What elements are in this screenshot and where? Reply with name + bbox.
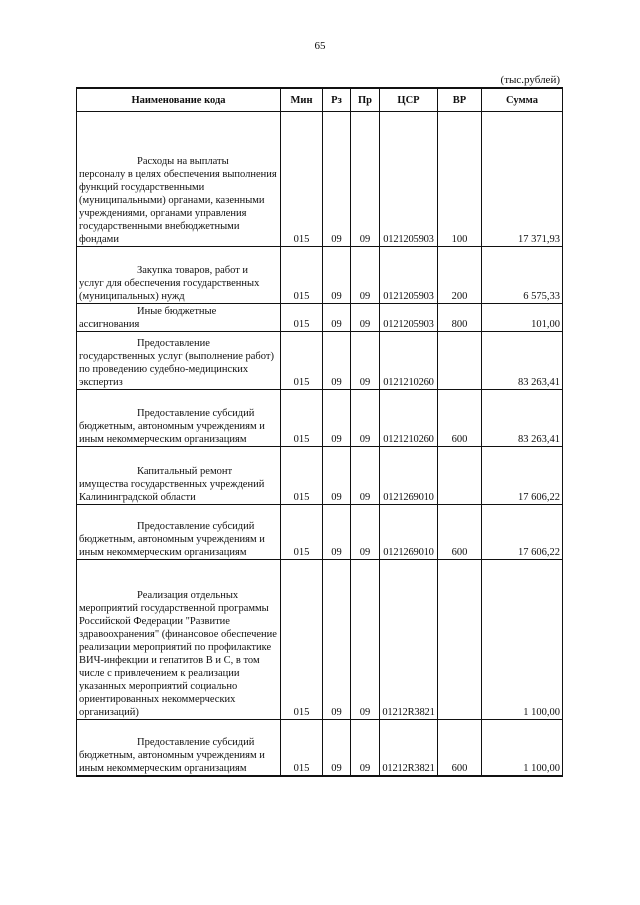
name-rest: бюджетным, автономным учреждениям и иным некоммерческим организациям <box>79 749 265 774</box>
table-header-row <box>77 88 563 112</box>
table-row <box>77 560 563 720</box>
cell-sum: 17 371,93 <box>482 112 563 247</box>
page-number: 65 <box>314 40 326 52</box>
table-row <box>77 112 563 247</box>
header-csr: ЦСР <box>380 88 438 112</box>
cell-sum: 17 606,22 <box>482 447 563 505</box>
cell-csr: 0121205903 <box>380 247 438 304</box>
header-min: Мин <box>281 88 323 112</box>
cell-rz: 09 <box>323 720 351 776</box>
cell-pr: 09 <box>351 505 380 560</box>
cell-pr: 09 <box>351 332 380 390</box>
cell-rz: 09 <box>323 390 351 447</box>
cell-pr: 09 <box>351 304 380 332</box>
cell-rz: 09 <box>323 247 351 304</box>
table-row <box>77 332 563 390</box>
name-lead: Предоставление <box>137 338 210 349</box>
cell-vr: 600 <box>438 390 482 447</box>
header-pr: Пр <box>351 88 380 112</box>
header-name: Наименование кода <box>77 88 281 112</box>
cell-csr: 0121205903 <box>380 304 438 332</box>
cell-pr: 09 <box>351 720 380 776</box>
name-lead: Предоставление субсидий <box>137 408 255 419</box>
name-lead: Предоставление субсидий <box>137 736 255 748</box>
header-sum: Сумма <box>482 88 563 112</box>
cell-vr <box>438 332 482 390</box>
name-lead: Иные бюджетные <box>137 306 217 317</box>
cell-min: 015 <box>281 505 323 560</box>
cell-vr: 600 <box>438 720 482 776</box>
cell-rz: 09 <box>323 304 351 332</box>
cell-sum: 83 263,41 <box>482 390 563 447</box>
cell-pr: 09 <box>351 447 380 505</box>
cell-vr: 200 <box>438 247 482 304</box>
cell-vr <box>438 447 482 505</box>
cell-vr <box>438 560 482 720</box>
cell-rz: 09 <box>323 560 351 720</box>
cell-sum: 1 100,00 <box>482 560 563 720</box>
name-rest: бюджетным, автономным учреждениям и иным некоммерческим организациям <box>79 421 265 445</box>
cell-name <box>77 447 281 505</box>
cell-sum: 17 606,22 <box>482 505 563 560</box>
cell-min: 015 <box>281 560 323 720</box>
name-rest: бюджетным, автономным учреждениям и иным некоммерческим организациям <box>79 534 265 558</box>
cell-pr: 09 <box>351 390 380 447</box>
table-row <box>77 304 563 332</box>
cell-csr: 0121269010 <box>380 505 438 560</box>
name-rest: персоналу в целях обеспечения выполнения функций государственными (муниципальными) органами, казенными учреждениями, органами управления государственными внебюджетными фондами <box>79 169 277 245</box>
budget-table <box>76 87 563 777</box>
name-lead: Реализация отдельных <box>137 590 239 601</box>
table-row <box>77 447 563 505</box>
name-lead: Капитальный ремонт <box>137 466 233 477</box>
header-rz: Рз <box>323 88 351 112</box>
cell-sum: 83 263,41 <box>482 332 563 390</box>
cell-min: 015 <box>281 112 323 247</box>
name-lead: Предоставление субсидий <box>137 521 255 532</box>
cell-name <box>77 505 281 560</box>
cell-name <box>77 332 281 390</box>
cell-name <box>77 247 281 304</box>
cell-name <box>77 560 281 720</box>
name-rest: ассигнования <box>79 319 140 330</box>
cell-min: 015 <box>281 447 323 505</box>
cell-sum: 101,00 <box>482 304 563 332</box>
cell-min: 015 <box>281 332 323 390</box>
cell-rz: 09 <box>323 505 351 560</box>
table-row <box>77 720 563 776</box>
cell-sum: 6 575,33 <box>482 247 563 304</box>
cell-pr: 09 <box>351 560 380 720</box>
name-lead: Расходы на выплаты <box>137 156 229 167</box>
cell-vr: 100 <box>438 112 482 247</box>
table-row <box>77 390 563 447</box>
name-rest: мероприятий государственной программы Российской Федерации "Развитие здравоохранения" (финансовое обеспечение реализации мероприятий по профилактике ВИЧ-инфекции и гепатитов B и C, в том числе с привлечением к реализации указанных мероприятий социально ориентированных некоммерческих организаций) <box>79 603 277 718</box>
cell-rz: 09 <box>323 112 351 247</box>
cell-min: 015 <box>281 390 323 447</box>
cell-csr: 0121205903 <box>380 112 438 247</box>
name-rest: услуг для обеспечения государственных (муниципальных) нужд <box>79 278 260 302</box>
cell-min: 015 <box>281 720 323 776</box>
table-row <box>77 247 563 304</box>
cell-name <box>77 304 281 332</box>
name-rest: имущества государственных учреждений Калининградской области <box>79 479 265 503</box>
cell-vr: 800 <box>438 304 482 332</box>
name-lead: Закупка товаров, работ и <box>137 265 249 276</box>
cell-rz: 09 <box>323 332 351 390</box>
cell-rz: 09 <box>323 447 351 505</box>
cell-name <box>77 720 281 776</box>
cell-name <box>77 112 281 247</box>
units-label: (тыс.рублей) <box>500 74 560 86</box>
cell-pr: 09 <box>351 112 380 247</box>
cell-name <box>77 390 281 447</box>
table-row <box>77 505 563 560</box>
cell-min: 015 <box>281 247 323 304</box>
cell-vr: 600 <box>438 505 482 560</box>
name-rest: государственных услуг (выполнение работ) по проведению судебно-медицинских экспертиз <box>79 351 274 388</box>
cell-min: 015 <box>281 304 323 332</box>
cell-sum: 1 100,00 <box>482 720 563 776</box>
cell-csr: 01212R3821 <box>380 720 438 776</box>
cell-csr: 0121210260 <box>380 390 438 447</box>
cell-csr: 0121210260 <box>380 332 438 390</box>
cell-csr: 01212R3821 <box>380 560 438 720</box>
header-vr: ВР <box>438 88 482 112</box>
cell-csr: 0121269010 <box>380 447 438 505</box>
cell-pr: 09 <box>351 247 380 304</box>
